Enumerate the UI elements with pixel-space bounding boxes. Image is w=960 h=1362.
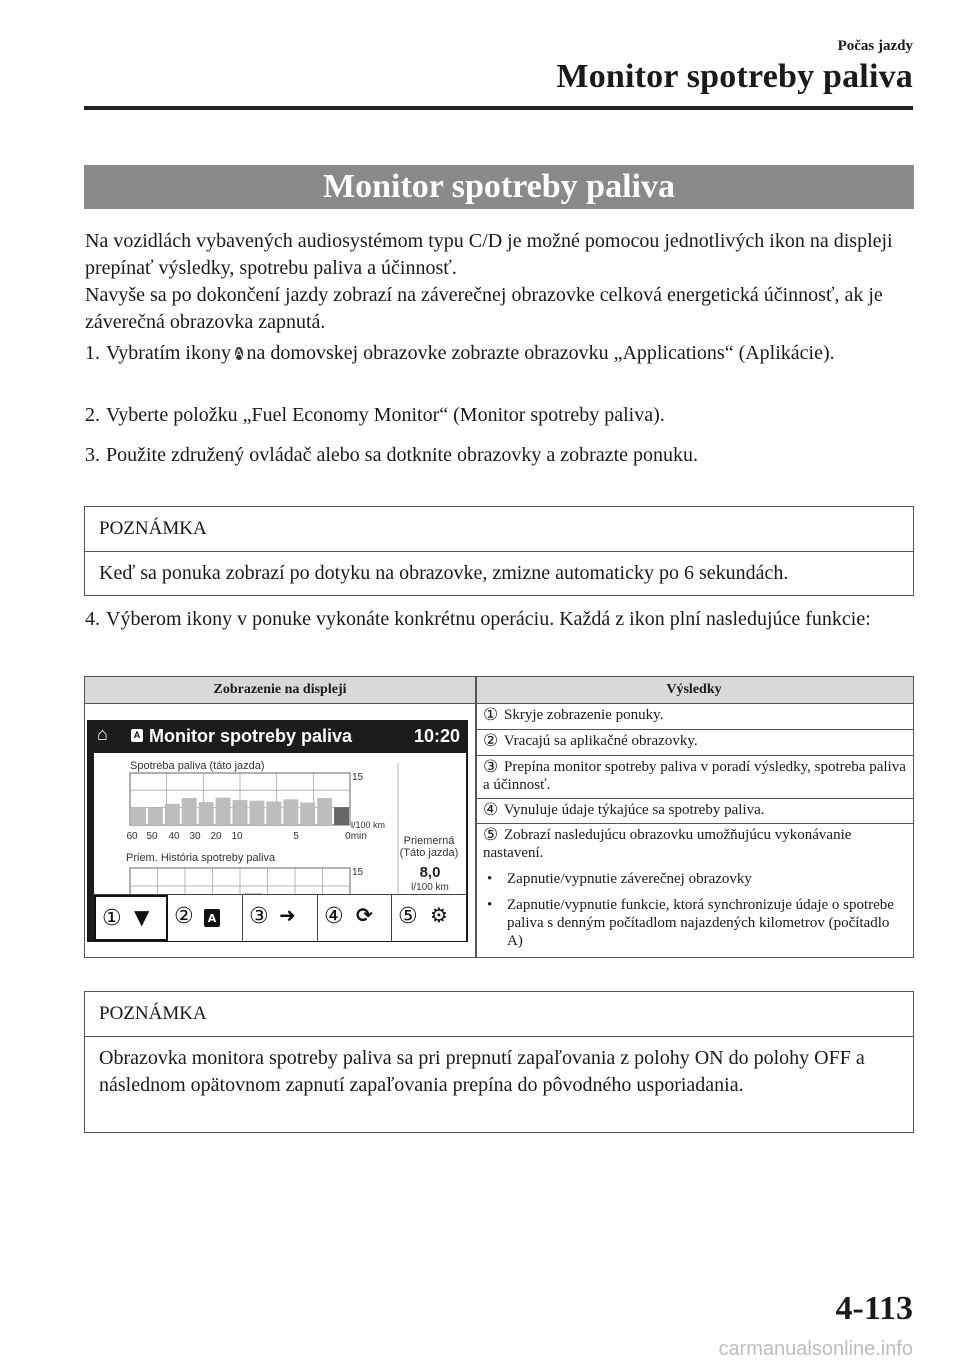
note-text: Keď sa ponuka zobrazí po dotyku na obrazovke, zmizne automaticky po 6 sekundách. [99,562,789,584]
row-number: ① [483,705,499,725]
step-number: 1. [85,342,100,364]
chart-xtick-label: 60 [126,831,138,842]
display-screenshot [87,720,468,942]
page-title: Monitor spotreby paliva [556,58,913,95]
chart-title-history: Priem. História spotreby paliva [126,852,276,864]
average-value: 8,0 [419,864,441,881]
menu-number: ② [174,904,194,929]
chart-title-current: Spotreba paliva (táto jazda) [130,760,265,772]
gear-icon: ⚙ [430,903,448,927]
chart-bar [317,798,332,825]
reset-button[interactable] [318,895,392,941]
chart-unit: l/100 km [351,820,386,830]
applications-icon: A [131,729,143,742]
applications-button[interactable] [168,895,243,941]
header-rule [84,106,913,110]
chart-bar [131,807,146,825]
chevron-down-icon: ▼ [134,905,150,929]
note-box-1 [84,506,914,596]
column-header-display: Zobrazenie na displeji [213,682,347,697]
watermark: carmanualsonline.info [718,1338,913,1360]
settings-button[interactable] [392,895,466,941]
chart-bar [148,808,163,825]
intro-paragraph-2: Navyše sa po dokončení jazdy zobrazí na záverečnej obrazovke celková energetická účinnosť, ak je záverečná obrazovka zapnutá. [85,284,883,333]
row-number: ③ [483,757,499,777]
average-label: Priemerná [403,835,455,847]
switch-screen-icon: ➜ [279,903,296,927]
chart-xtick-label: 0min [345,831,367,842]
bullet-text: Zapnutie/vypnutie záverečnej obrazovky [507,871,752,887]
chart-bar [334,807,349,825]
chart-bar [300,802,315,825]
section-header: Počas jazdy [837,38,913,54]
chart-bar [182,798,197,825]
step-text: Použite združený ovládač alebo sa dotknite obrazovky a zobrazte ponuku. [106,444,699,466]
switch-screen-button[interactable] [243,895,318,941]
chart-xtick-label: 50 [146,831,158,842]
bullet-item [483,896,907,950]
average-sublabel: (Táto jazda) [399,847,459,859]
menu-number: ④ [324,904,344,929]
note-box-2 [84,991,914,1133]
note-label: POZNÁMKA [85,507,913,552]
step-text: na domovskej obrazovke zobrazte obrazovku „Applications“ (Aplikácie). [246,342,835,364]
home-icon[interactable]: ⌂ [97,724,108,744]
applications-icon: A [235,347,243,360]
chart-ytick-top: 15 [352,772,364,783]
note-text: Obrazovka monitora spotreby paliva sa pri prepnutí zapaľovania z polohy ON do polohy OFF a následnom opätovnom zapnutí zapaľovania prepína do pôvodného usporiadania. [99,1047,865,1096]
bullet-dot: • [487,897,493,913]
chart-xtick-label: 10 [231,831,243,842]
screen-clock: 10:20 [413,726,460,746]
table-row [477,824,913,956]
step-number: 2. [85,404,100,426]
chart-bar [165,804,180,825]
chart-xtick-label: 5 [293,831,299,842]
intro-paragraph-1: Na vozidlách vybavených audiosystémom typu C/D je možné pomocou jednotlivých ikon na displeji prepínať výsledky, spotrebu paliva a účinnosť. [85,230,893,279]
table-row [477,799,913,823]
row-text: Skryje zobrazenie ponuky. [504,707,664,723]
chart-xtick-label: 20 [210,831,222,842]
chart-bar [266,801,281,825]
row-text: Vynuluje údaje týkajúce sa spotreby paliva. [503,802,765,818]
chart-bar [199,802,214,825]
note-label: POZNÁMKA [85,992,913,1037]
row-number: ⑤ [483,825,499,845]
menu-number: ① [102,906,122,931]
row-number: ④ [483,800,499,820]
menu-number: ③ [249,904,269,929]
applications-icon: A [204,903,220,927]
table-row [477,756,913,798]
step-text: Vyberte položku „Fuel Economy Monitor“ (Monitor spotreby paliva). [106,404,665,426]
step-number: 3. [85,444,100,466]
row-text: Vracajú sa aplikačné obrazovky. [503,733,698,749]
chart-bar [233,800,248,825]
bullet-text: Zapnutie/vypnutie funkcie, ktorá synchronizuje údaje o spotrebe paliva s denným počítadlom najazdených kilometrov (počítadlo A) [507,897,894,949]
screen-title: Monitor spotreby paliva [149,726,353,746]
step-text: Výberom ikony v ponuke vykonáte konkrétnu operáciu. Každá z ikon plní nasledujúce funkcie: [106,608,871,630]
row-text: Zobrazí nasledujúcu obrazovku umožňujúcu vykonávanie nastavení. [483,827,852,861]
average-unit: l/100 km [411,882,449,893]
screen-title-bar [87,720,468,752]
intro-text [85,228,915,336]
table-row [477,704,913,729]
table-header [85,677,913,704]
column-header-results: Výsledky [666,682,722,697]
page-number: 4-113 [835,1290,913,1327]
bullet-item [483,870,907,888]
hide-menu-button[interactable] [94,895,168,941]
bullet-dot: • [487,871,493,887]
chart-bar [216,798,231,825]
fuel-economy-panel [94,753,466,907]
row-number: ② [483,731,499,751]
chart-bar [283,799,298,825]
chart-bar [249,801,264,825]
step-text: Vybratím ikony [106,342,231,364]
section-banner: Monitor spotreby paliva [84,165,914,209]
history-ytick-top: 15 [352,867,364,878]
reset-icon: ⟳ [356,903,373,927]
row-text: Prepína monitor spotreby paliva v poradí výsledky, spotreba paliva a účinnosť. [483,759,906,793]
chart-xtick-label: 40 [168,831,180,842]
fuel-economy-chart [94,753,466,907]
chart-xtick-label: 30 [189,831,201,842]
screen-menu-bar [94,894,466,941]
menu-number: ⑤ [398,904,418,929]
table-row [477,730,913,755]
step-number: 4. [85,608,100,630]
